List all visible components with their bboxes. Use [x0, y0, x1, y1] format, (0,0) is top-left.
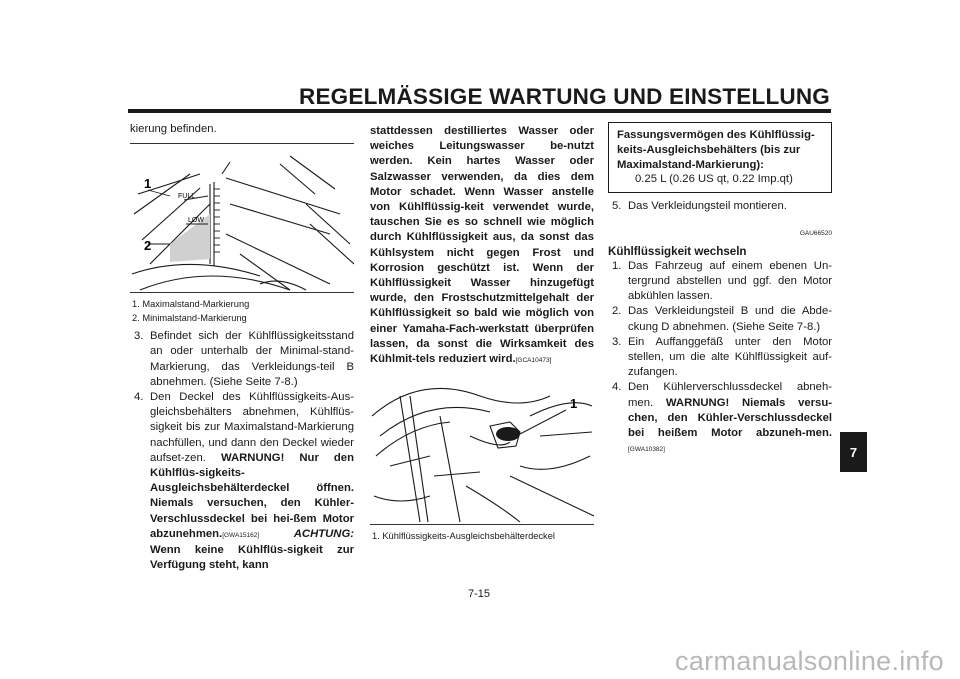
caption-min: 2. Minimalstand-Markierung: [132, 313, 247, 324]
step-number: 2.: [612, 305, 622, 318]
step-5: [608, 199, 832, 214]
step-number: 4.: [134, 391, 144, 404]
capacity-box: [608, 122, 832, 193]
step-text: Das Verkleidungsteil B und die Abde-ckung D abnehmen. (Siehe Seite 7-8.): [628, 305, 832, 333]
column-middle: [370, 124, 594, 543]
drain-step-4: [608, 380, 832, 457]
section-code: GAU66520: [799, 230, 832, 238]
marker-1: 1: [570, 396, 578, 412]
caution-text: [370, 124, 594, 368]
step-4: [130, 390, 354, 573]
figure-bottom-rule: [370, 524, 594, 525]
drain-step-3: [608, 335, 832, 381]
column-right: [608, 122, 832, 457]
step-text: Ein Auffanggefäß unter den Motor stellen, um die alte Kühlflüssigkeit auf-zufangen.: [628, 335, 832, 379]
full-label: FULL: [178, 193, 196, 201]
section-title: Kühlflüssigkeit wechseln: [608, 244, 747, 258]
page-number: 7-15: [468, 588, 491, 600]
watermark: carmanualsonline.info: [675, 646, 944, 676]
warning-text: WARNUNG! Niemals versu-chen, den Kühler-Verschlussdeckel bei heißem Motor abzuneh-men.: [628, 396, 832, 440]
achtung-label: ACHTUNG:: [293, 527, 354, 540]
step-number: 4.: [612, 381, 622, 394]
figure-bottom-rule: [130, 292, 354, 293]
step-text: Den Kühlerverschlussdeckel abneh-men.: [628, 381, 832, 409]
step-text: Das Fahrzeug auf einem ebenen Un-tergrund abstellen und ggf. den Motor abkühlen lassen.: [628, 259, 832, 303]
intro-text: kierung befinden.: [130, 123, 217, 135]
drain-step-2: [608, 304, 832, 334]
warning-code: [GWA10382]: [628, 446, 665, 454]
step-text: Befindet sich der Kühlflüssigkeitsstand an oder unterhalb der Minimal-stand-Markierung, das Verkleidungs-teil B abnehmen. (Siehe Seite 7-8.): [150, 330, 354, 388]
low-label: LOW: [188, 217, 204, 225]
step-text: Den Deckel des Kühlflüssigkeits-Aus-gleichsbehälters abnehmen, Kühlflüs-sigkeit bis zur Maximalstand-Markierung nachfüllen, und dann den Deckel wieder aufset-zen.: [150, 391, 354, 464]
step-number: 3.: [134, 330, 144, 343]
caption-max: 1. Maximalstand-Markierung: [132, 299, 250, 310]
capacity-title: Fassungsvermögen des Kühlflüssig-keits-Ausgleichsbehälters (bis zur Maximalstand-Markierung):: [617, 129, 815, 171]
marker-2: 2: [144, 238, 152, 254]
capacity-value: 0.25 L (0.26 US qt, 0.22 Imp.qt): [635, 173, 793, 186]
step-3: [130, 329, 354, 390]
column-left: [130, 122, 354, 573]
achtung-text: Wenn keine Kühlflüs-sigkeit zur Verfügung steht, kann: [150, 544, 354, 572]
step-text: Das Verkleidungsteil montieren.: [628, 200, 787, 213]
drain-step-1: [608, 259, 832, 305]
title-rule: [128, 109, 831, 113]
page-title: REGELMÄSSIGE WARTUNG UND EINSTELLUNG: [299, 84, 830, 109]
step-number: 5.: [612, 200, 622, 213]
warning-text: WARNUNG! Nur den Kühlflüs-sigkeits-Ausgleichsbehälterdeckel öffnen. Niemals versuchen, den Kühler-Verschlussdeckel bei hei-ßem Motor abzunehmen.: [150, 451, 354, 540]
coolant-level-figure: [130, 144, 354, 292]
caption-cap: 1. Kühlflüssigkeits-Ausgleichsbehälterdeckel: [372, 531, 555, 542]
caution-code: [GCA10473]: [515, 357, 552, 365]
reservoir-cap-figure: [370, 376, 594, 524]
caution-body: stattdessen destilliertes Wasser oder weiches Leitungswasser be-nutzt werden. Kein hartes Wasser oder Salzwasser verwenden, da dies dem Motor schadet. Wenn Wasser anstelle von Kühlflüssig-keit verwendet wurde, tauschen Sie es so schnell wie möglich durch Kühlflüssigkeit aus, da sonst das Kühlsystem nicht gegen Frost und Korrosion geschützt ist. Wenn der Kühlflüssigkeit Wasser hinzugefügt wurde, den Frostschutzmittelgehalt der Kühlflüssigkeit so bald wie möglich von einer Yamaha-Fach-werkstatt überprüfen lassen, da sonst die Wirksamkeit des Kühlmit-tels reduziert wird.: [370, 125, 594, 366]
marker-1: 1: [144, 176, 152, 192]
warning-code: [GWA15162]: [222, 531, 260, 539]
step-number: 1.: [612, 259, 622, 272]
chapter-tab: 7: [840, 432, 867, 472]
step-number: 3.: [612, 335, 622, 348]
